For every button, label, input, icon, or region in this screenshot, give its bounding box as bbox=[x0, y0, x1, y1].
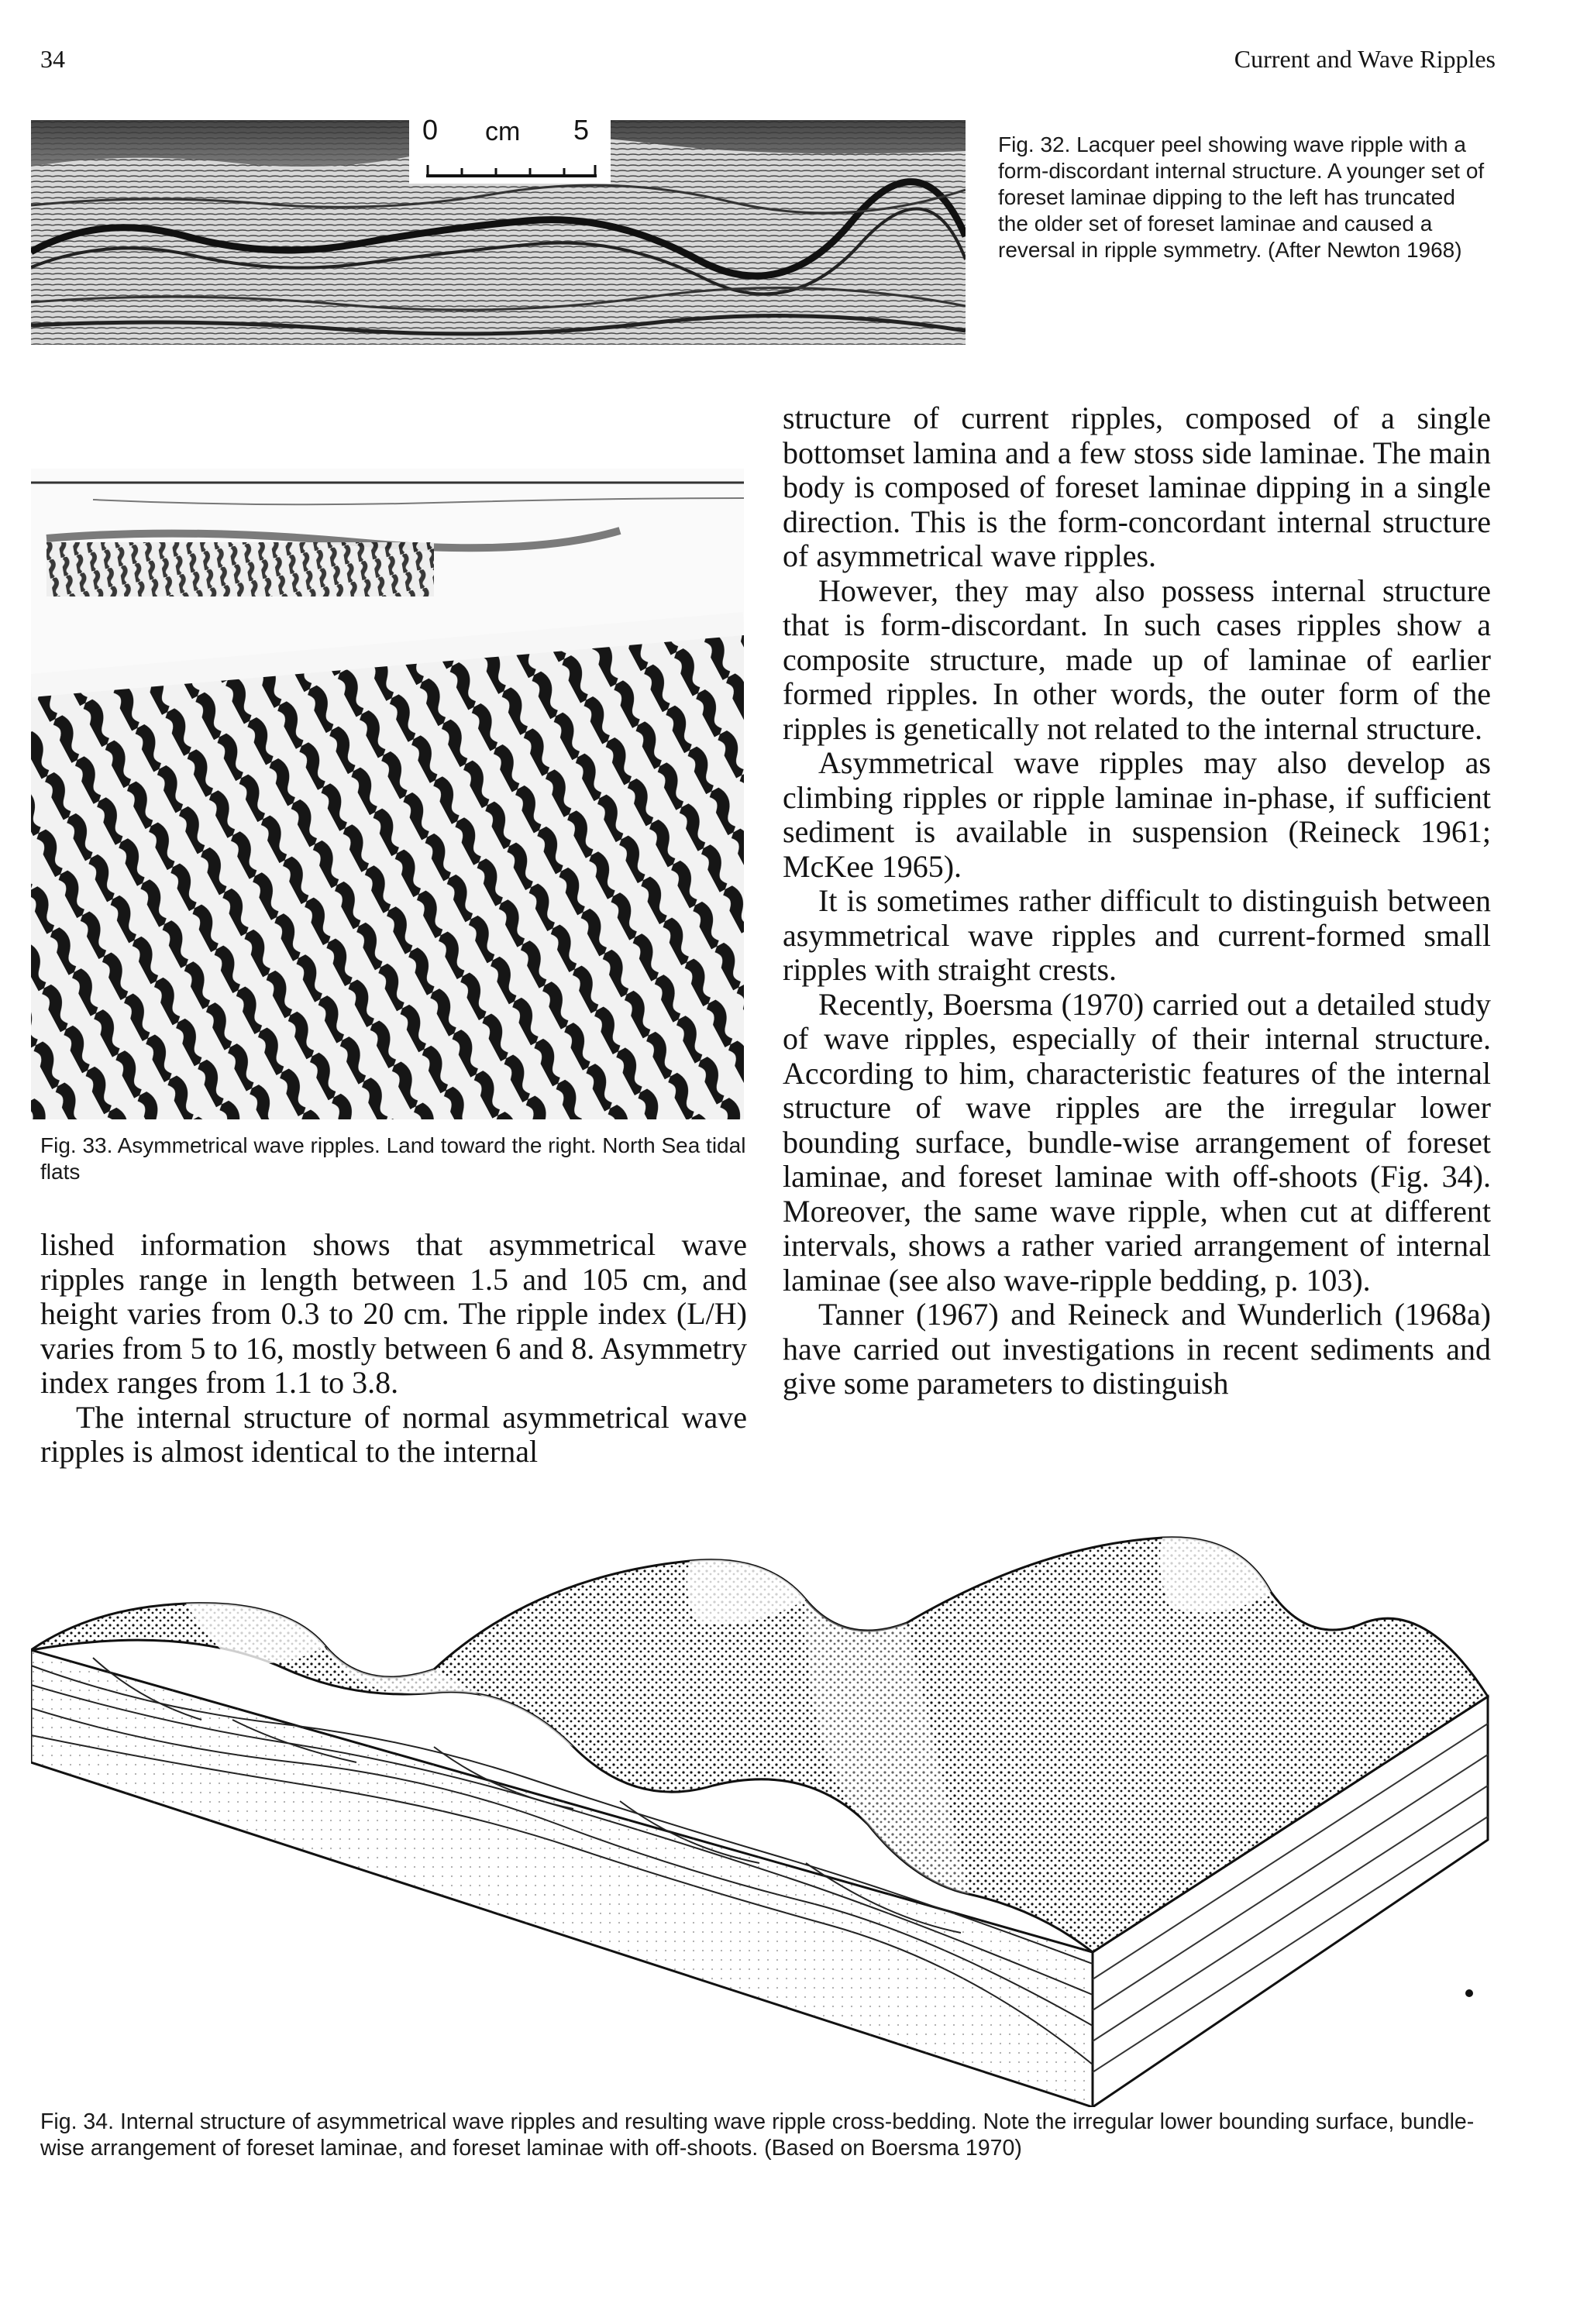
right-paragraph-5: Recently, Boersma (1970) carried out a detailed study of wave ripples, especially of their internal structure. According to him, characteristic features of the internal structure of wave ripples are the irregular lower bounding surface, bundle-wise arrangement of foreset laminae, and foreset laminae with off-shoots (Fig. 34). Moreover, the same wave ripple, when cut at different intervals, shows a rather varied arrangement of internal laminae (see also wave-ripple bedding, p. 103). bbox=[783, 986, 1491, 1298]
right-paragraph-1: structure of current ripples, composed of a single bottomset lamina and a few stoss side laminae. The main body is composed of foreset laminae dipping in a single direction. This is the form-concordant internal structure of asymmetrical wave ripples. bbox=[783, 401, 1491, 573]
left-paragraph-2: The internal structure of normal asymmetrical wave ripples is almost identical to the internal bbox=[40, 1399, 747, 1469]
left-paragraph-1: lished information shows that asymmetrical wave ripples range in length between 1.5 and 105 cm, and height varies from 0.3 to 20 cm. The ripple index (L/H) varies from 5 to 16, mostly between 6 and 8. Asymmetry index ranges from 1.1 to 3.8. bbox=[40, 1227, 747, 1400]
fig32-caption: Fig. 32. Lacquer peel showing wave ripple with a form-discordant internal structure. A younger set of foreset laminae dipping to the left has truncated the older set of foreset laminae and caused a reversal in ripple symmetry. (After Newton 1968) bbox=[998, 132, 1485, 262]
page-number: 34 bbox=[40, 45, 65, 73]
fig34-block-diagram bbox=[31, 1530, 1503, 2107]
right-paragraph-6: Tanner (1967) and Reineck and Wunderlich (1968a) have carried out investigations in recent sediments and give some parameters to distinguish bbox=[783, 1297, 1491, 1401]
scale-label-five: 5 bbox=[573, 114, 590, 146]
right-paragraph-2: However, they may also possess internal structure that is form-discordant. In such cases ripples show a composite structure, made up of laminae of earlier formed ripples. In other words, the outer form of the ripples is genetically not related to the internal structure. bbox=[783, 572, 1491, 746]
fig32-photo bbox=[31, 114, 966, 345]
fig33-photo bbox=[31, 469, 744, 1119]
scale-label-zero: 0 bbox=[422, 114, 439, 146]
fig34-caption: Fig. 34. Internal structure of asymmetrical wave ripples and resulting wave ripple cross-bedding. Note the irregular lower bounding surface, bundle-wise arrangement of foreset laminae, and foreset laminae with off-shoots. (Based on Boersma 1970) bbox=[40, 2109, 1475, 2161]
left-column-text bbox=[40, 1228, 747, 1470]
fig33-caption: Fig. 33. Asymmetrical wave ripples. Land toward the right. North Sea tidal flats bbox=[40, 1133, 746, 1184]
right-paragraph-4: It is sometimes rather difficult to distinguish between asymmetrical wave ripples and current-formed small ripples with straight crests. bbox=[783, 883, 1491, 987]
scale-label-unit: cm bbox=[485, 117, 521, 146]
right-column-text bbox=[783, 401, 1491, 1401]
running-title: Current and Wave Ripples bbox=[1234, 45, 1496, 73]
right-paragraph-3: Asymmetrical wave ripples may also develop as climbing ripples or ripple laminae in-phase, if sufficient sediment is available in suspension (Reineck 1961; McKee 1965). bbox=[783, 745, 1491, 884]
